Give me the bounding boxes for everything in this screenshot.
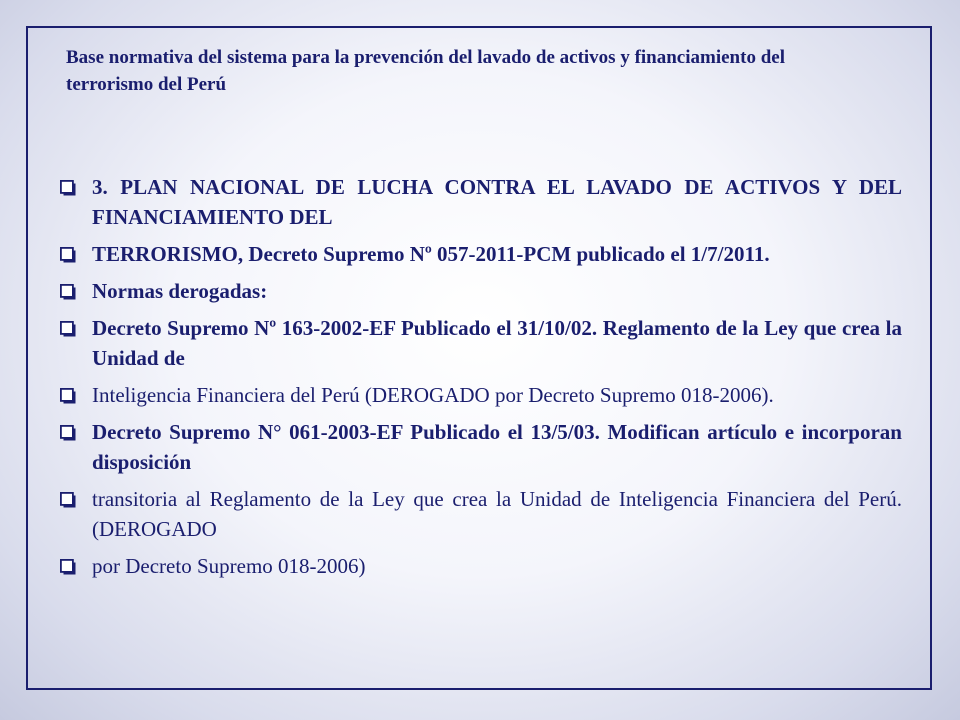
hollow-square-bullet-icon (60, 284, 77, 301)
hollow-square-bullet-icon (60, 559, 77, 576)
list-item (60, 172, 902, 232)
list-item (60, 551, 902, 581)
hollow-square-bullet-icon (60, 388, 77, 405)
hollow-square-bullet-icon (60, 425, 77, 442)
list-item (60, 313, 902, 373)
bullet-text: Decreto Supremo N° 061-2003-EF Publicado el 13/5/03. Modifican artículo e incorporan disposición (92, 420, 902, 474)
list-item (60, 276, 902, 306)
hollow-square-bullet-icon (60, 492, 77, 509)
bullet-text: 3. PLAN NACIONAL DE LUCHA CONTRA EL LAVADO DE ACTIVOS Y DEL FINANCIAMIENTO DEL (92, 175, 902, 229)
hollow-square-bullet-icon (60, 321, 77, 338)
bullet-list (60, 172, 902, 588)
bullet-text: Inteligencia Financiera del Perú (DEROGADO por Decreto Supremo 018-2006). (92, 383, 774, 407)
list-item (60, 380, 902, 410)
bullet-text: TERRORISMO, Decreto Supremo Nº 057-2011-PCM publicado el 1/7/2011. (92, 242, 770, 266)
bullet-text: por Decreto Supremo 018-2006) (92, 554, 366, 578)
list-item (60, 417, 902, 477)
list-item (60, 484, 902, 544)
bullet-text: transitoria al Reglamento de la Ley que crea la Unidad de Inteligencia Financiera del Perú. (DEROGADO (92, 487, 902, 541)
list-item (60, 239, 902, 269)
bullet-text: Decreto Supremo Nº 163-2002-EF Publicado el 31/10/02. Reglamento de la Ley que crea la Unidad de (92, 316, 902, 370)
hollow-square-bullet-icon (60, 180, 77, 197)
bullet-text: Normas derogadas: (92, 279, 268, 303)
hollow-square-bullet-icon (60, 247, 77, 264)
slide-title: Base normativa del sistema para la prevención del lavado de activos y financiamiento del terrorismo del Perú (66, 47, 785, 95)
